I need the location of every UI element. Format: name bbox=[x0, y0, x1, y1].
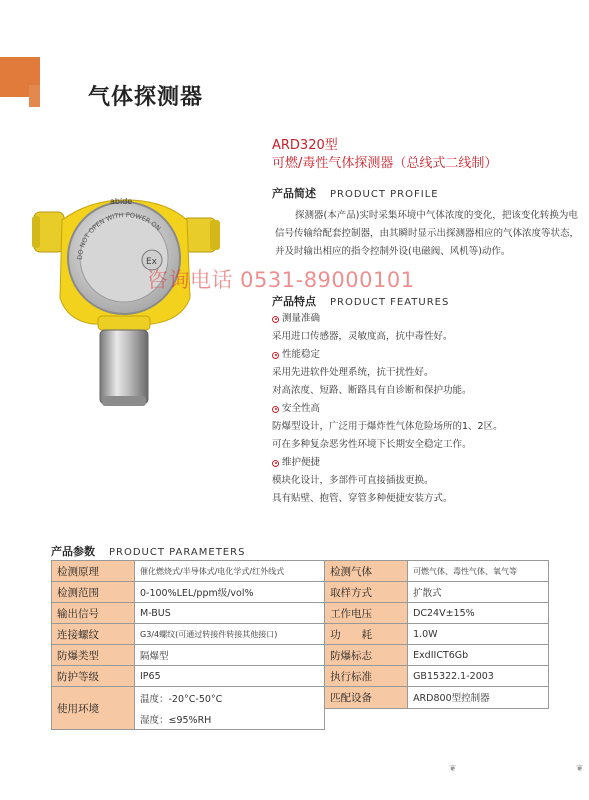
feature-item bbox=[272, 310, 572, 346]
bullet-icon bbox=[272, 352, 279, 359]
feature-line: 具有贴壁、抱管、穿管多种便捷安装方式。 bbox=[272, 493, 453, 504]
param-key: 功 耗 bbox=[325, 624, 408, 645]
table-row bbox=[52, 645, 549, 666]
parameters-heading bbox=[51, 543, 245, 559]
param-value: 催化燃烧式/半导体式/电化学式/红外线式 bbox=[135, 561, 325, 582]
feature-line: 模块化设计，多部件可直接插拔更换。 bbox=[272, 475, 434, 486]
gas-detector-image bbox=[32, 190, 257, 420]
feature-item bbox=[272, 400, 572, 454]
feature-title: 测量准确 bbox=[282, 313, 321, 324]
param-value: ARD800型控制器 bbox=[408, 687, 549, 709]
ornament-icon: ❦ bbox=[449, 764, 457, 774]
feature-title: 安全性高 bbox=[282, 403, 321, 414]
param-value: 湿度：≤95%RH bbox=[135, 708, 325, 729]
profile-heading bbox=[272, 185, 439, 201]
param-value: M-BUS bbox=[135, 603, 325, 624]
param-value: ExdIICT6Gb bbox=[408, 645, 549, 666]
param-value: 隔爆型 bbox=[135, 645, 325, 666]
param-value: G3/4螺纹(可通过转接件转接其他接口) bbox=[135, 624, 325, 645]
table-row bbox=[52, 603, 549, 624]
param-key: 连接螺纹 bbox=[52, 624, 135, 645]
profile-title-en: PRODUCT PROFILE bbox=[330, 189, 439, 200]
param-value: 1.0W bbox=[408, 624, 549, 645]
param-key: 防护等级 bbox=[52, 666, 135, 687]
brand-label: abide bbox=[110, 197, 133, 206]
feature-line: 采用先进软件处理系统，抗干扰性好。 bbox=[272, 367, 434, 378]
table-row bbox=[52, 624, 549, 645]
param-key: 检测气体 bbox=[325, 561, 408, 582]
feature-line: 防爆型设计，广泛用于爆炸性气体危险场所的1、2区。 bbox=[272, 421, 503, 432]
param-key: 输出信号 bbox=[52, 603, 135, 624]
model-number: ARD320型 bbox=[272, 138, 338, 153]
table-row bbox=[52, 687, 549, 709]
profile-text: 探测器(本产品)实时采集环境中气体浓度的变化，把该变化转换为电信号传输给配套控制器，由其瞬时显示出探测器相应的气体浓度等状态，并及时输出相应的指令控制外设(电磁阀、风机等)动作。 bbox=[275, 210, 580, 257]
param-key: 防爆标志 bbox=[325, 645, 408, 666]
param-key: 检测范围 bbox=[52, 582, 135, 603]
param-key: 取样方式 bbox=[325, 582, 408, 603]
param-value: IP65 bbox=[135, 666, 325, 687]
ornament-icon: ❦ bbox=[576, 764, 584, 774]
table-row bbox=[52, 666, 549, 687]
param-value: 扩散式 bbox=[408, 582, 549, 603]
product-subtitle: 可燃/毒性气体探测器（总线式二线制） bbox=[272, 156, 498, 171]
parameters-title-cn: 产品参数 bbox=[51, 545, 95, 558]
feature-line: 对高浓度、短路、断路具有自诊断和保护功能。 bbox=[272, 385, 472, 396]
feature-line: 可在多种复杂恶劣性环境下长期安全稳定工作。 bbox=[272, 439, 472, 450]
feature-item bbox=[272, 346, 572, 400]
table-row bbox=[52, 582, 549, 603]
param-value: GB15322.1-2003 bbox=[408, 666, 549, 687]
features-title-en: PRODUCT FEATURES bbox=[330, 297, 450, 308]
parameters-table bbox=[51, 560, 549, 730]
table-row bbox=[52, 561, 549, 582]
ex-mark: Ex bbox=[146, 257, 158, 267]
empty-cell bbox=[408, 708, 549, 729]
contact-watermark: 咨询电话 0531-89000101 bbox=[147, 268, 415, 292]
param-key: 工作电压 bbox=[325, 603, 408, 624]
ring-warning-text: DO NOT OPEN WITH POWER ON bbox=[75, 211, 163, 261]
param-key: 执行标准 bbox=[325, 666, 408, 687]
features-title-cn: 产品特点 bbox=[272, 295, 316, 308]
param-key: 匹配设备 bbox=[325, 687, 408, 709]
bullet-icon bbox=[272, 460, 279, 467]
param-value: DC24V±15% bbox=[408, 603, 549, 624]
feature-title: 维护便捷 bbox=[282, 457, 321, 468]
param-value: 0-100%LEL/ppm级/vol% bbox=[135, 582, 325, 603]
parameters-title-en: PRODUCT PARAMETERS bbox=[109, 547, 246, 558]
empty-cell bbox=[325, 708, 408, 729]
bullet-icon bbox=[272, 316, 279, 323]
param-value: 可燃气体、毒性气体、氧气等 bbox=[408, 561, 549, 582]
profile-title-cn: 产品简述 bbox=[272, 187, 316, 200]
param-value: 温度：-20°C-50°C bbox=[135, 687, 325, 709]
bullet-icon bbox=[272, 406, 279, 413]
param-key: 检测原理 bbox=[52, 561, 135, 582]
features-heading bbox=[272, 293, 449, 309]
page-title: 气体探测器 bbox=[88, 85, 204, 110]
param-key: 防爆类型 bbox=[52, 645, 135, 666]
feature-line: 采用进口传感器，灵敏度高，抗中毒性好。 bbox=[272, 331, 453, 342]
feature-item bbox=[272, 454, 572, 508]
param-key: 使用环境 bbox=[52, 687, 135, 730]
feature-title: 性能稳定 bbox=[282, 349, 321, 360]
